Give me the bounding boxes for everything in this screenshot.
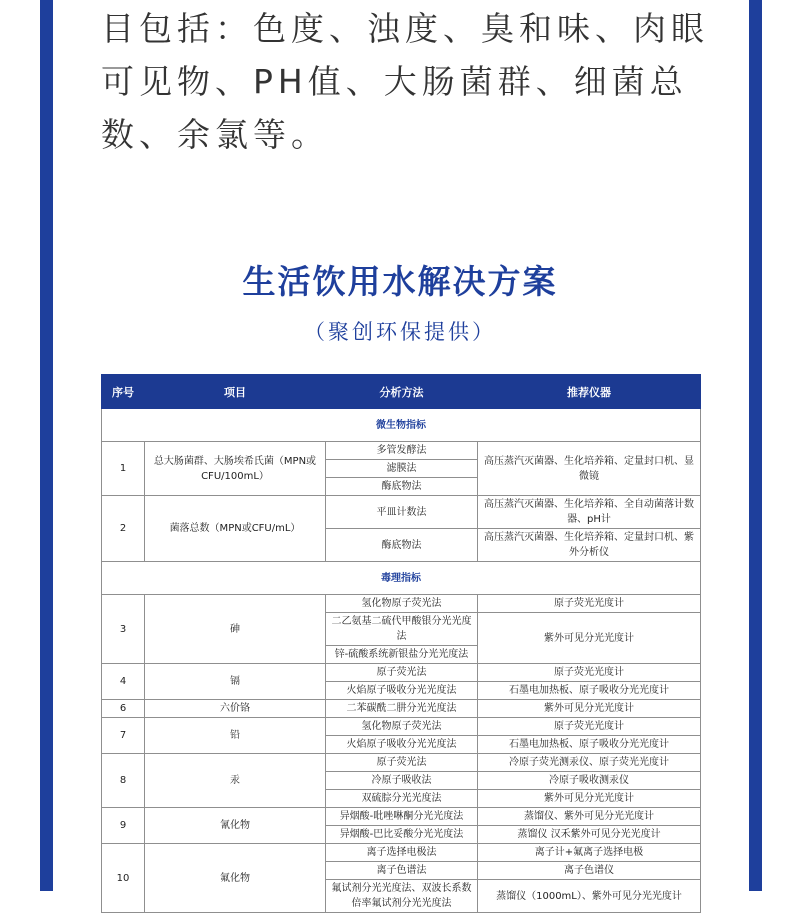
header-no: 序号	[102, 375, 145, 409]
table-row	[102, 718, 701, 736]
cell-method: 酶底物法	[326, 529, 478, 562]
cell-no: 4	[102, 664, 145, 700]
cell-item: 总大肠菌群、大肠埃希氏菌（MPN或CFU/100mL）	[145, 442, 326, 496]
cell-method: 酶底物法	[326, 478, 478, 496]
category-row	[102, 409, 701, 442]
cell-method: 氟试剂分光光度法、双波长系数倍率氟试剂分光光度法	[326, 880, 478, 913]
solution-table	[101, 374, 701, 913]
category-row	[102, 562, 701, 595]
cell-item: 氟化物	[145, 844, 326, 913]
cell-no: 2	[102, 496, 145, 562]
cell-instrument: 蒸馏仪、紫外可见分光光度计	[478, 808, 701, 826]
table-row	[102, 844, 701, 862]
cell-method: 平皿计数法	[326, 496, 478, 529]
cell-method: 原子荧光法	[326, 664, 478, 682]
left-blue-border	[40, 0, 53, 891]
table-row	[102, 595, 701, 613]
cell-instrument: 蒸馏仪（1000mL）、紫外可见分光光度计	[478, 880, 701, 913]
cell-instrument: 冷原子荧光测汞仪、原子荧光光度计	[478, 754, 701, 772]
cell-method: 火焰原子吸收分光光度法	[326, 736, 478, 754]
cell-instrument: 紫外可见分光光度计	[478, 790, 701, 808]
cell-no: 6	[102, 700, 145, 718]
cell-instrument: 紫外可见分光光度计	[478, 613, 701, 664]
cell-instrument: 石墨电加热板、原子吸收分光光度计	[478, 682, 701, 700]
cell-method: 火焰原子吸收分光光度法	[326, 682, 478, 700]
cell-method: 异烟酸-吡唑啉酮分光光度法	[326, 808, 478, 826]
table-row	[102, 496, 701, 529]
cell-item: 氰化物	[145, 808, 326, 844]
table-header-row	[102, 375, 701, 409]
section-subtitle: （聚创环保提供）	[304, 320, 496, 344]
intro-text	[101, 2, 709, 161]
table-row	[102, 754, 701, 772]
cell-instrument: 原子荧光光度计	[478, 718, 701, 736]
cell-method: 二苯碳酰二肼分光光度法	[326, 700, 478, 718]
cell-item: 砷	[145, 595, 326, 664]
section-title: 生活饮用水解决方案	[242, 262, 558, 301]
cell-method: 离子色谱法	[326, 862, 478, 880]
table-row	[102, 700, 701, 718]
cell-instrument: 蒸馏仪 汉禾紫外可见分光光度计	[478, 826, 701, 844]
table-row	[102, 664, 701, 682]
cell-instrument: 高压蒸汽灭菌器、生化培养箱、定量封口机、紫外分析仪	[478, 529, 701, 562]
header-item: 项目	[145, 375, 326, 409]
cell-item: 镉	[145, 664, 326, 700]
cell-method: 冷原子吸收法	[326, 772, 478, 790]
cell-item: 铅	[145, 718, 326, 754]
cell-instrument: 冷原子吸收测汞仪	[478, 772, 701, 790]
cell-method: 滤膜法	[326, 460, 478, 478]
cell-method: 氢化物原子荧光法	[326, 595, 478, 613]
cell-item: 汞	[145, 754, 326, 808]
cell-instrument: 原子荧光光度计	[478, 595, 701, 613]
table-row	[102, 808, 701, 826]
cell-method: 异烟酸-巴比妥酸分光光度法	[326, 826, 478, 844]
cell-instrument: 高压蒸汽灭菌器、生化培养箱、全自动菌落计数器、pH计	[478, 496, 701, 529]
intro-line: 数、余氯等。	[101, 115, 329, 154]
cell-method: 离子选择电极法	[326, 844, 478, 862]
cell-method: 多管发酵法	[326, 442, 478, 460]
table-row	[102, 442, 701, 460]
intro-line: 可见物、PH值、大肠菌群、细菌总	[101, 62, 688, 101]
cell-method: 原子荧光法	[326, 754, 478, 772]
cell-method: 锌-硫酸系统新银盐分光光度法	[326, 646, 478, 664]
category-toxicology: 毒理指标	[102, 562, 701, 595]
cell-method: 双硫腙分光光度法	[326, 790, 478, 808]
cell-no: 1	[102, 442, 145, 496]
cell-item: 菌落总数（MPN或CFU/mL）	[145, 496, 326, 562]
cell-instrument: 离子计+氟离子选择电极	[478, 844, 701, 862]
cell-instrument: 高压蒸汽灭菌器、生化培养箱、定量封口机、显微镜	[478, 442, 701, 496]
cell-instrument: 石墨电加热板、原子吸收分光光度计	[478, 736, 701, 754]
cell-method: 氢化物原子荧光法	[326, 718, 478, 736]
cell-no: 9	[102, 808, 145, 844]
intro-line: 目包括：色度、浊度、臭和味、肉眼	[101, 9, 709, 48]
cell-method: 二乙氨基二硫代甲酸银分光光度法	[326, 613, 478, 646]
right-blue-border	[749, 0, 762, 891]
category-microbial: 微生物指标	[102, 409, 701, 442]
cell-no: 7	[102, 718, 145, 754]
cell-no: 8	[102, 754, 145, 808]
cell-no: 10	[102, 844, 145, 913]
header-method: 分析方法	[326, 375, 478, 409]
cell-instrument: 原子荧光光度计	[478, 664, 701, 682]
cell-item: 六价铬	[145, 700, 326, 718]
cell-instrument: 离子色谱仪	[478, 862, 701, 880]
cell-no: 3	[102, 595, 145, 664]
header-instrument: 推荐仪器	[478, 375, 701, 409]
cell-instrument: 紫外可见分光光度计	[478, 700, 701, 718]
